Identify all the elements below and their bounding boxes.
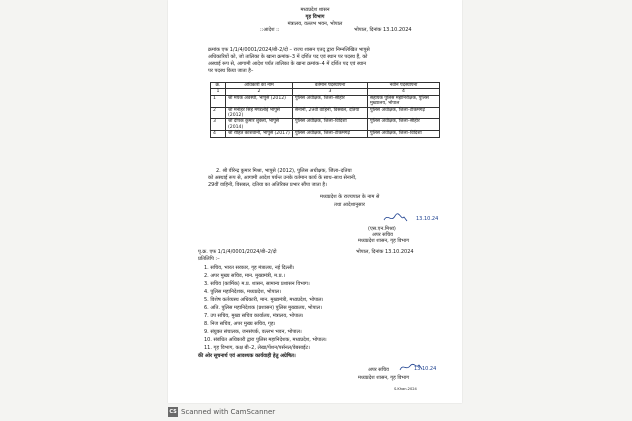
header-place-date: भोपाल, दिनांक 13.10.2024: [354, 27, 412, 33]
governor-line: मध्यप्रदेश के राज्यपाल के नाम से: [320, 194, 380, 200]
order-line-1: क्रमांक एफ 1/1/4/0001/2024/बी-2/दो – राज्य शासन एतद् द्वारा निम्नलिखित भापुसे: [208, 47, 370, 53]
table-cell: 2: [211, 107, 226, 119]
table-number-cell: 3: [293, 89, 368, 95]
typist-stamp: S.Khan.2024: [394, 387, 417, 391]
endorsement-place-date: भोपाल, दिनांक 13.10.2024: [356, 249, 414, 255]
camscanner-watermark: [168, 404, 318, 421]
para2-line-1: 2. श्री वीरेन्द्र कुमार मिश्रा, भापुसे (2012), पुलिस अधीक्षक, जिला–दतिया: [216, 168, 352, 174]
table-cell: 3: [211, 119, 226, 131]
table-cell: पुलिस अधीक्षक, जिला–टीकमगढ़: [368, 107, 440, 119]
endorsement-office: मध्यप्रदेश शासन, गृह विभाग: [358, 375, 410, 381]
camscanner-text: Scanned with CamScanner: [181, 408, 276, 416]
header-govt: मध्यप्रदेश शासन: [300, 7, 330, 13]
transfer-table: [210, 82, 440, 138]
table-cell: श्री मयंक अवस्थी, भापुसे (2012): [226, 95, 293, 107]
copy-item: 11. गृह विभाग, कक्ष बी–2, लेखा/पेंशन/पर्सनल/वेबसाईट।: [204, 345, 310, 351]
copy-item: 4. पुलिस महानिदेशक, मध्यप्रदेश, भोपाल।: [204, 289, 282, 295]
endorsement-signature-date: 13.10.24: [414, 366, 437, 372]
table-header-cell: अधिकारी का नाम: [226, 83, 293, 89]
copy-item: 1. सचिव, भारत सरकार, गृह मंत्रालय, नई दिल्ली।: [204, 265, 295, 271]
table-header-cell: नवीन पदस्थापना: [368, 83, 440, 89]
table-row: [211, 119, 440, 131]
signature-date: 13.10.24: [416, 216, 439, 222]
table-row: [211, 131, 440, 137]
copy-item: 7. उप सचिव, मुख्य सचिव कार्यालय, मंत्रालय, भोपाल।: [204, 313, 304, 319]
header-address: मंत्रालय, वल्लभ भवन, भोपाल: [287, 21, 343, 27]
copy-item: 8. निज सचिव, अपर मुख्य सचिव, गृह।: [204, 321, 276, 327]
table-cell: 1: [211, 95, 226, 107]
table-row: [211, 107, 440, 119]
table-number-cell: 1: [211, 89, 226, 95]
signatory-name: (एस.एन.मिश्रा): [368, 226, 396, 232]
copy-item: 9. संयुक्त संचालक, जनसंपर्क, वल्लभ भवन, भोपाल।: [204, 329, 302, 335]
order-line-3: अस्थाई रूप से, आगामी आदेश पर्यंत तालिका के खाना क्रमांक–4 में दर्शित पद एवं स्थान: [208, 61, 367, 67]
copy-item: 3. सचिव (कार्मिक) म.प्र. शासन, सामान्य प्रशासन विभाग।: [204, 281, 310, 287]
table-header-row: [211, 83, 440, 89]
table-cell: श्री दीपक कुमार शुक्ला, भापुसे (2014): [226, 119, 293, 131]
para2-line-2: को अस्थाई रूप से, आगामी आदेश पर्यन्त उनके वर्तमान कार्य के साथ–साथ सेनानी,: [208, 175, 357, 181]
table-cell: पुलिस अधीक्षक, जिला–सीहोर: [293, 95, 368, 107]
endorsement-reference: पृ.क्र. एफ 1/1/4/0001/2024/बी–2/दो: [198, 249, 277, 255]
table-header-cell: वर्तमान पदस्थापना: [293, 83, 368, 89]
table-cell: पुलिस अधीक्षक, जिला–टीकमगढ़: [293, 131, 368, 137]
endorsement-designation: अपर सचिव: [368, 367, 389, 373]
signatory-office: मध्यप्रदेश शासन, गृह विभाग: [358, 238, 410, 244]
order-title: ::आदेश ::: [260, 27, 280, 33]
forwarding-note: की ओर सूचनार्थ एवं आवश्यक कार्यवाही हेतु अग्रेषित।: [198, 353, 296, 359]
table-cell: पुलिस अधीक्षक, जिला–विदिशा: [293, 119, 368, 131]
table-cell: पुलिस अधीक्षक, जिला–विदिशा: [368, 131, 440, 137]
table-row: [211, 95, 440, 107]
table-cell: श्री रोहित काशवानी, भापुसे (2017): [226, 131, 293, 137]
governor-order-line: तथा आदेशानुसार: [334, 202, 365, 208]
copy-item: 2. अपर मुख्य सचिव, मान. मुख्यमंत्री, म.प्र.।: [204, 273, 286, 279]
order-line-4: पर पदस्थ किया जाता है–: [208, 68, 254, 74]
copy-to-heading: प्रतिलिपि :–: [198, 256, 220, 262]
header-dept: गृह विभाग: [305, 14, 325, 20]
table-cell: 4: [211, 131, 226, 137]
table-number-cell: 4: [368, 89, 440, 95]
signatory-designation: अपर सचिव: [372, 232, 393, 238]
camscanner-logo-icon: CS: [169, 409, 177, 415]
copy-item: 6. अति. पुलिस महानिदेशक (प्रशासन) पुलिस मुख्यालय, भोपाल।: [204, 305, 322, 311]
table-cell: सेनानी, 29वीं वाहिनी, विसबल, दतिया: [293, 107, 368, 119]
signature-image: [382, 212, 416, 224]
table-cell: सहायक पुलिस महानिरीक्षक, पुलिस मुख्यालय, भोपाल: [368, 95, 440, 107]
copy-item: 10. संबंधित अधिकारी द्वारा पुलिस महानिदेशक, मध्यप्रदेश, भोपाल।: [204, 337, 327, 343]
document-page: [168, 0, 462, 403]
para2-line-3: 29वीं वाहिनी, विसबल, दतिया का अतिरिक्त प्रभार सौंपा जाता है।: [208, 182, 327, 188]
table-cell: श्री मनोहर सिंह मण्डलोई भापुसे (2012): [226, 107, 293, 119]
table-header-cell: क्र.: [211, 83, 226, 89]
order-line-2: अधिकारियों को, जो तालिका के खाना क्रमांक–3 में दर्शित पद एवं स्थान पर पदस्थ हैं, को: [208, 54, 368, 60]
table-number-cell: 2: [226, 89, 293, 95]
table-cell: पुलिस अधीक्षक, जिला–सीहोर: [368, 119, 440, 131]
copy-item: 5. विशेष कर्तव्यस्थ अधिकारी, मान. मुख्यमंत्री, मध्यप्रदेश, भोपाल।: [204, 297, 324, 303]
